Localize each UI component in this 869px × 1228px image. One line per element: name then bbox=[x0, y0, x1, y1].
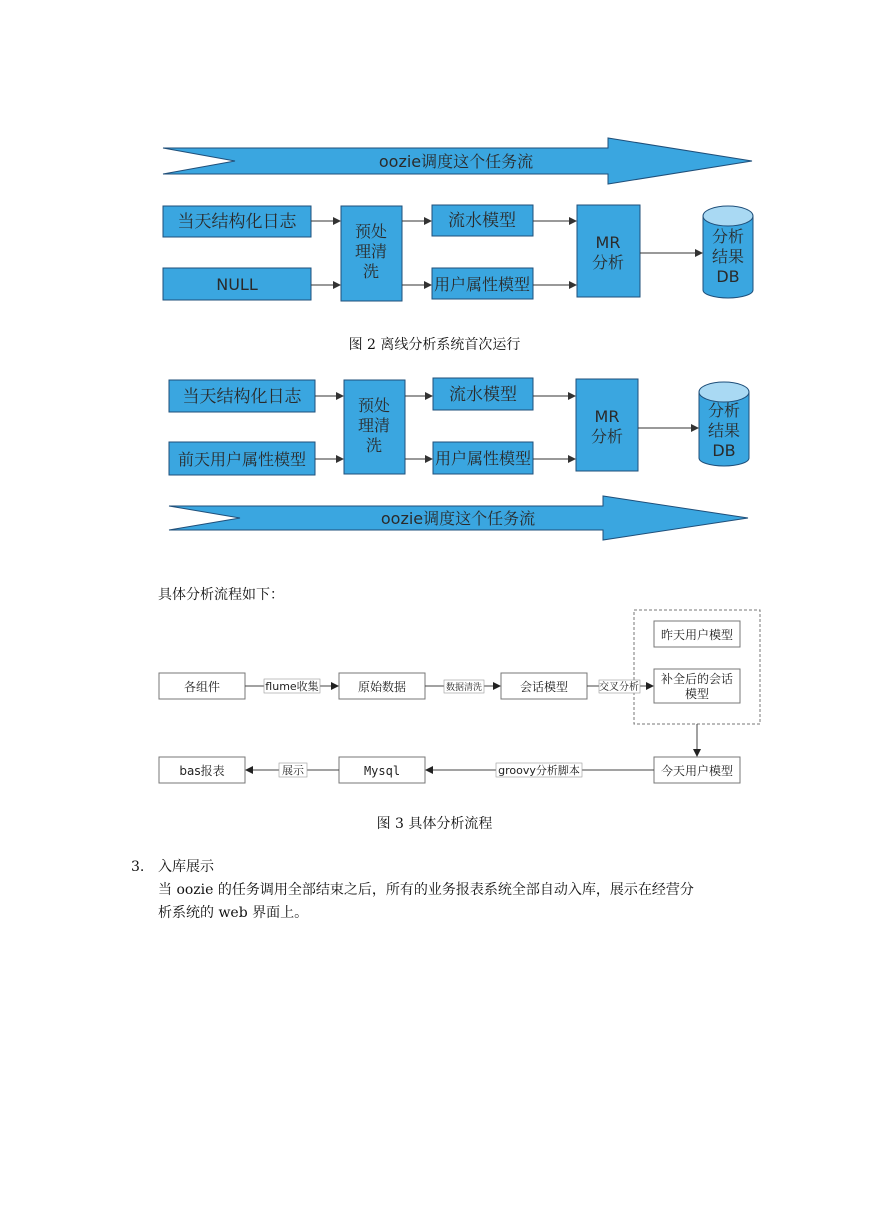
node-today-label: 今天用户模型 bbox=[660, 764, 734, 778]
banner-text: oozie调度这个任务流 bbox=[380, 509, 536, 528]
edge-show-label: 展示 bbox=[282, 764, 304, 777]
db-line2: 结果 bbox=[707, 421, 741, 440]
banner-text: oozie调度这个任务流 bbox=[378, 152, 534, 171]
node-components-label: 各组件 bbox=[183, 680, 221, 694]
preprocess-line3: 洗 bbox=[365, 436, 383, 455]
mr-line1: MR bbox=[595, 233, 621, 252]
figure3-caption: 图 3 具体分析流程 bbox=[376, 816, 493, 832]
node-report-label: bas报表 bbox=[179, 764, 225, 778]
figure2b-diagram bbox=[0, 372, 869, 547]
db-line3: DB bbox=[712, 441, 736, 460]
input-label-top: 当天结构化日志 bbox=[177, 212, 297, 232]
model-label-top: 流水模型 bbox=[448, 211, 516, 231]
preprocess-line1: 预处 bbox=[357, 396, 391, 415]
node-raw-label: 原始数据 bbox=[357, 680, 407, 694]
node-yesterday-label: 昨天用户模型 bbox=[660, 628, 734, 642]
section-title: 入库展示 bbox=[158, 859, 214, 875]
db-line3: DB bbox=[716, 267, 740, 286]
preprocess-line1: 预处 bbox=[354, 222, 388, 241]
preprocess-line3: 洗 bbox=[362, 262, 380, 281]
section-number: 3. bbox=[131, 859, 145, 875]
db-line2: 结果 bbox=[711, 247, 745, 266]
preprocess-line2: 理清 bbox=[354, 242, 388, 261]
intro-text: 具体分析流程如下： bbox=[158, 587, 284, 603]
mr-line2: 分析 bbox=[590, 427, 624, 446]
edge-cross-label: 交叉分析 bbox=[599, 682, 639, 693]
preprocess-line2: 理清 bbox=[357, 416, 391, 435]
figure2-diagram bbox=[0, 130, 869, 315]
section-body-line1: 当 oozie 的任务调用全部结束之后，所有的业务报表系统全部自动入库，展示在经营分 bbox=[158, 882, 694, 898]
model-label-top: 流水模型 bbox=[449, 385, 517, 405]
mr-line1: MR bbox=[594, 407, 620, 426]
node-completed-line1: 补全后的会话 bbox=[660, 672, 734, 686]
model-label-bottom: 用户属性模型 bbox=[433, 275, 531, 294]
model-label-bottom: 用户属性模型 bbox=[434, 449, 532, 468]
section-body-line2: 析系统的 web 界面上。 bbox=[158, 905, 309, 921]
mr-line2: 分析 bbox=[591, 253, 625, 272]
figure2-caption: 图 2 离线分析系统首次运行 bbox=[348, 337, 521, 353]
edge-clean-label: 数据清洗 bbox=[445, 683, 483, 693]
input-label-bottom: 前天用户属性模型 bbox=[177, 450, 307, 469]
db-line1: 分析 bbox=[711, 227, 745, 246]
node-mysql-label: Mysql bbox=[363, 764, 401, 778]
input-label-top: 当天结构化日志 bbox=[182, 387, 302, 407]
db-line1: 分析 bbox=[707, 401, 741, 420]
figure3-diagram bbox=[0, 604, 869, 794]
input-label-bottom: NULL bbox=[216, 275, 258, 294]
db-cylinder-top bbox=[703, 206, 753, 226]
edge-groovy-label: groovy分析脚本 bbox=[498, 764, 580, 777]
node-session-label: 会话模型 bbox=[519, 680, 569, 694]
node-completed-line2: 模型 bbox=[684, 687, 710, 701]
db-cylinder-top bbox=[699, 382, 749, 402]
edge-flume-label: flume收集 bbox=[265, 680, 319, 693]
